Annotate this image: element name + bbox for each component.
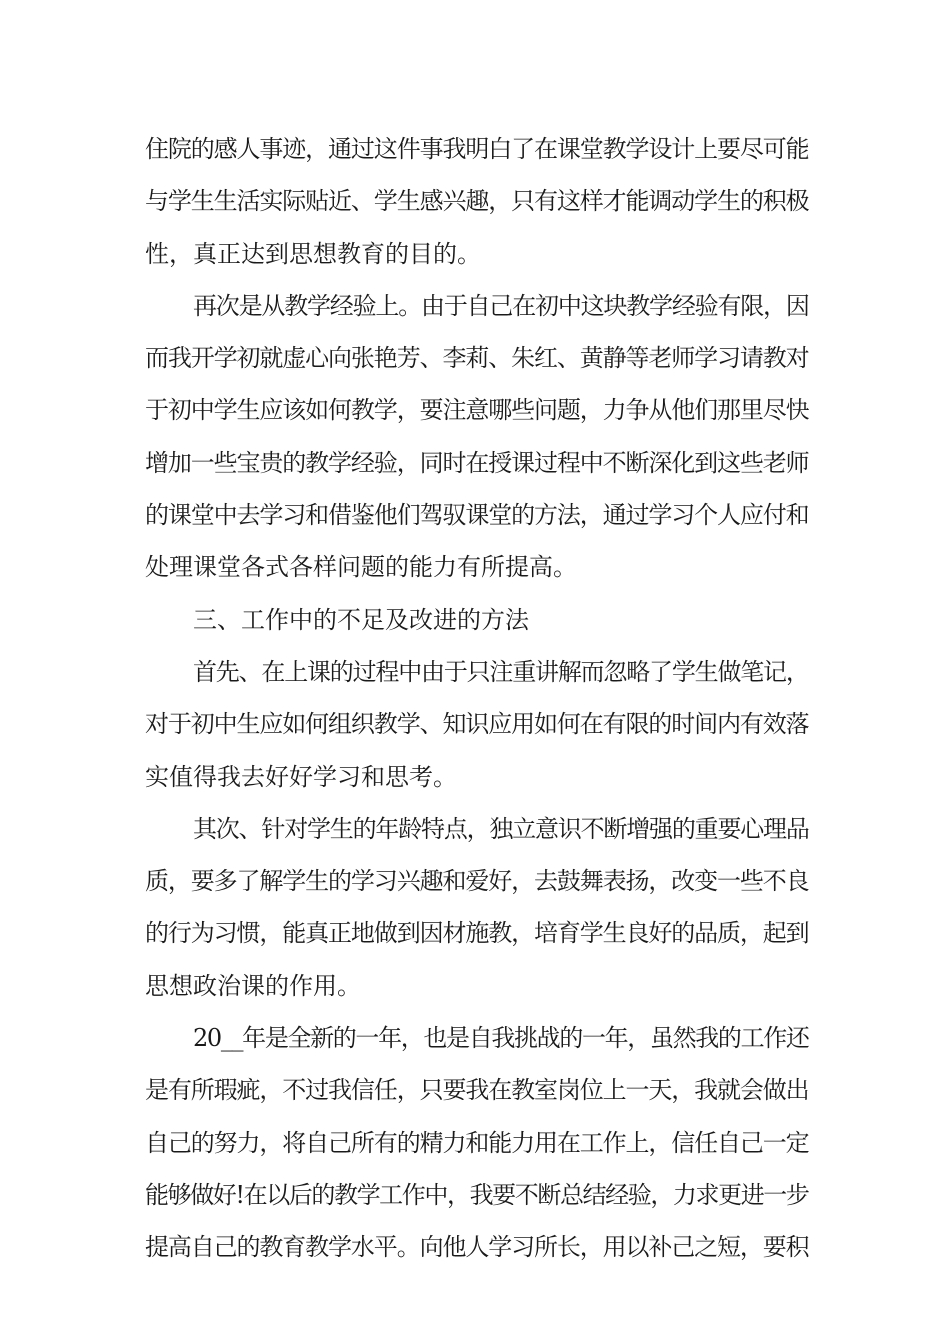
text-line: 与学生生活实际贴近、学生感兴趣，只有这样才能调动学生的积极 bbox=[145, 187, 809, 216]
text-line: 而我开学初就虚心向张艳芳、李莉、朱红、黄静等老师学习请教对 bbox=[145, 344, 809, 373]
text-line: 的行为习惯，能真正地做到因材施教，培育学生良好的品质，起到 bbox=[145, 919, 809, 948]
text-line: 提高自己的教育教学水平。向他人学习所长，用以补己之短，要积 bbox=[145, 1233, 809, 1262]
text-line: 能够做好!在以后的教学工作中，我要不断总结经验，力求更进一步 bbox=[145, 1180, 809, 1209]
text-line: 其次、针对学生的年龄特点，独立意识不断增强的重要心理品 bbox=[193, 814, 809, 843]
text-line: 再次是从教学经验上。由于自己在初中这块教学经验有限，因 bbox=[193, 291, 809, 320]
text-line: 是有所瑕疵，不过我信任，只要我在教室岗位上一天，我就会做出 bbox=[145, 1076, 809, 1105]
text-line: 的课堂中去学习和借鉴他们驾驭课堂的方法，通过学习个人应付和 bbox=[145, 501, 809, 530]
text-line: 自己的努力，将自己所有的精力和能力用在工作上，信任自己一定 bbox=[145, 1128, 809, 1157]
text-line: 首先、在上课的过程中由于只注重讲解而忽略了学生做笔记， bbox=[193, 657, 809, 686]
text-line: 性，真正达到思想教育的目的。 bbox=[145, 239, 481, 268]
text-line: 质，要多了解学生的学习兴趣和爱好，去鼓舞表扬，改变一些不良 bbox=[145, 867, 809, 896]
text-line: 思想政治课的作用。 bbox=[145, 971, 361, 1000]
text-line: 20__年是全新的一年，也是自我挑战的一年，虽然我的工作还 bbox=[193, 1024, 809, 1053]
text-line: 处理课堂各式各样问题的能力有所提高。 bbox=[145, 553, 577, 582]
text-line: 增加一些宝贵的教学经验，同时在授课过程中不断深化到这些老师 bbox=[145, 448, 809, 477]
text-line: 对于初中生应如何组织教学、知识应用如何在有限的时间内有效落 bbox=[145, 710, 809, 739]
text-line: 实值得我去好好学习和思考。 bbox=[145, 762, 457, 791]
document-body bbox=[145, 123, 810, 1274]
section-heading: 三、工作中的不足及改进的方法 bbox=[193, 605, 529, 634]
text-line: 于初中学生应该如何教学，要注意哪些问题，力争从他们那里尽快 bbox=[145, 396, 809, 425]
text-line: 住院的感人事迹，通过这件事我明白了在课堂教学设计上要尽可能 bbox=[145, 135, 809, 163]
